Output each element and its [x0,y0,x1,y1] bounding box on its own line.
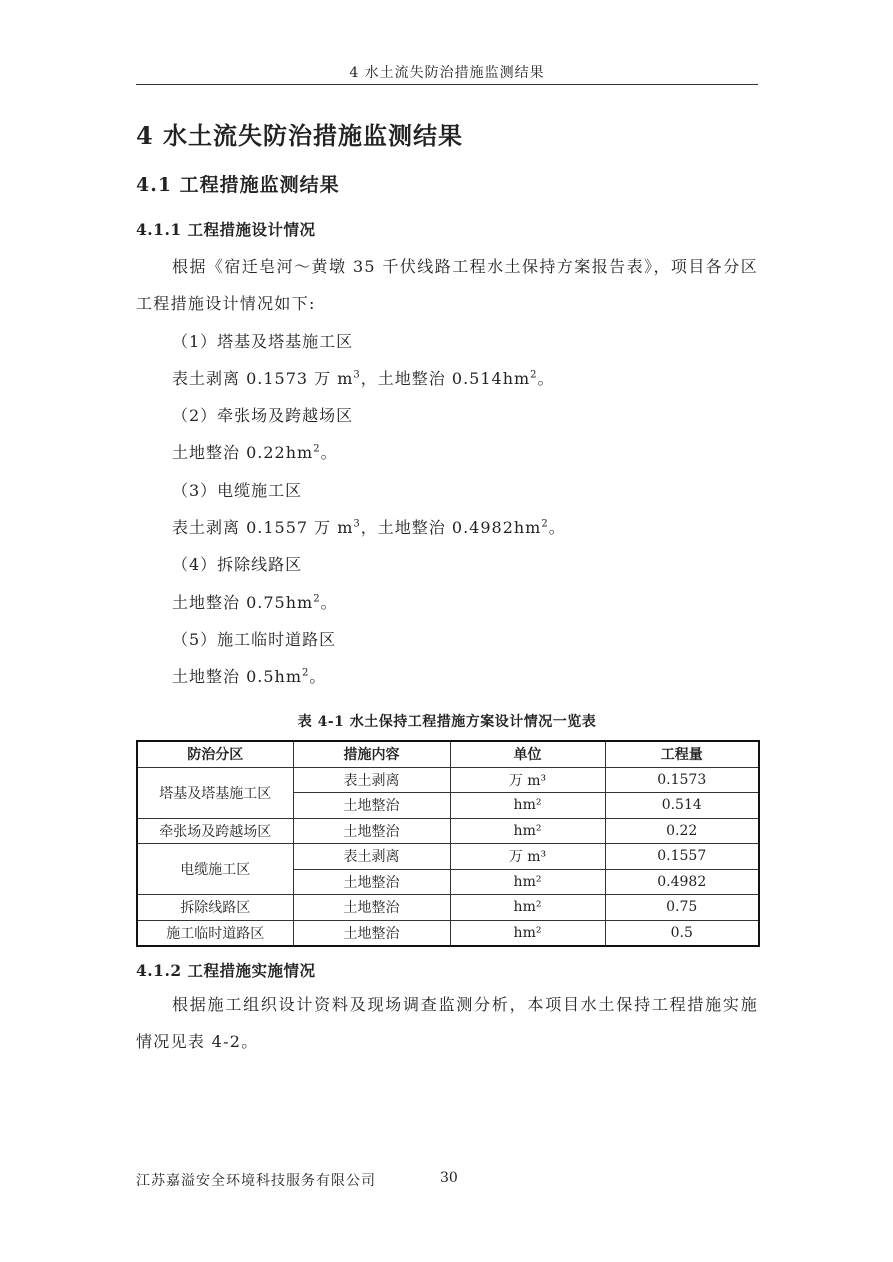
running-header: 4 水土流失防治措施监测结果 [349,65,545,81]
unit-cell: 万 m³ [450,844,605,870]
zone-cell: 拆除线路区 [137,895,293,921]
unit-cell: hm² [450,818,605,844]
item-heading-5: （5）施工临时道路区 [172,630,337,649]
zone-cell: 电缆施工区 [137,844,293,895]
design-measures-table [136,740,760,947]
zone-cell: 塔基及塔基施工区 [137,767,293,818]
quantity-cell: 0.75 [605,895,759,921]
table-row [137,818,759,844]
header-rule [136,84,758,85]
measure-cell: 土地整治 [293,793,450,819]
item-heading-2: （2）牵张场及跨越场区 [172,406,354,425]
item-heading-1: （1）塔基及塔基施工区 [172,332,354,351]
measure-cell: 表土剥离 [293,767,450,793]
item-text-4: 土地整治 $0.75hm^2$。 [172,593,338,612]
item-heading-4: （4）拆除线路区 [172,555,303,574]
item-text-3: 表土剥离 0.1557 万 $m^3$，土地整治 $0.4982hm^2$。 [172,518,566,537]
zone-cell: 施工临时道路区 [137,920,293,946]
measure-cell: 土地整治 [293,920,450,946]
table-row [137,920,759,946]
table-header-cell: 防治分区 [137,741,293,767]
zone-cell: 牵张场及跨越场区 [137,818,293,844]
table-caption: 表 4-1 水土保持工程措施方案设计情况一览表 [297,714,597,730]
quantity-cell: 0.1557 [605,844,759,870]
item-text-5: 土地整治 $0.5hm^2$。 [172,667,327,686]
intro-paragraph: 根据《宿迁皂河～黄墩 35 千伏线路工程水土保持方案报告表》，项目各分区工程措施设计情况如下: [136,257,758,313]
item-text-1: 表土剥离 0.1573 万 $m^3$，土地整治 $0.514hm^2$。 [172,369,555,388]
table-header-cell: 措施内容 [293,741,450,767]
table-header-cell: 工程量 [605,741,759,767]
unit-cell: hm² [450,895,605,921]
quantity-cell: 0.22 [605,818,759,844]
table-row [137,895,759,921]
quantity-cell: 0.4982 [605,869,759,895]
table-row [137,844,759,870]
item-heading-3: （3）电缆施工区 [172,481,303,500]
chapter-title: 4 水土流失防治措施监测结果 [136,121,464,150]
measure-cell: 表土剥离 [293,844,450,870]
quantity-cell: 0.5 [605,920,759,946]
subsection-title-4-1-2: 4.1.2 工程措施实施情况 [136,961,316,980]
quantity-cell: 0.1573 [605,767,759,793]
item-text-2: 土地整治 $0.22hm^2$。 [172,443,338,462]
table-header-row [137,741,759,767]
page-number: 30 [440,1170,458,1186]
table-row [137,767,759,793]
table-header-cell: 单位 [450,741,605,767]
footer-company: 江苏嘉溢安全环境科技服务有限公司 [136,1173,376,1189]
measure-cell: 土地整治 [293,818,450,844]
measure-cell: 土地整治 [293,895,450,921]
quantity-cell: 0.514 [605,793,759,819]
measure-cell: 土地整治 [293,869,450,895]
unit-cell: 万 m³ [450,767,605,793]
unit-cell: hm² [450,793,605,819]
subsection-title-4-1-1: 4.1.1 工程措施设计情况 [136,220,316,239]
unit-cell: hm² [450,920,605,946]
unit-cell: hm² [450,869,605,895]
implementation-paragraph: 根据施工组织设计资料及现场调查监测分析，本项目水土保持工程措施实施情况见表 4-2。 [136,995,758,1051]
section-title: 4.1 工程措施监测结果 [136,174,340,196]
